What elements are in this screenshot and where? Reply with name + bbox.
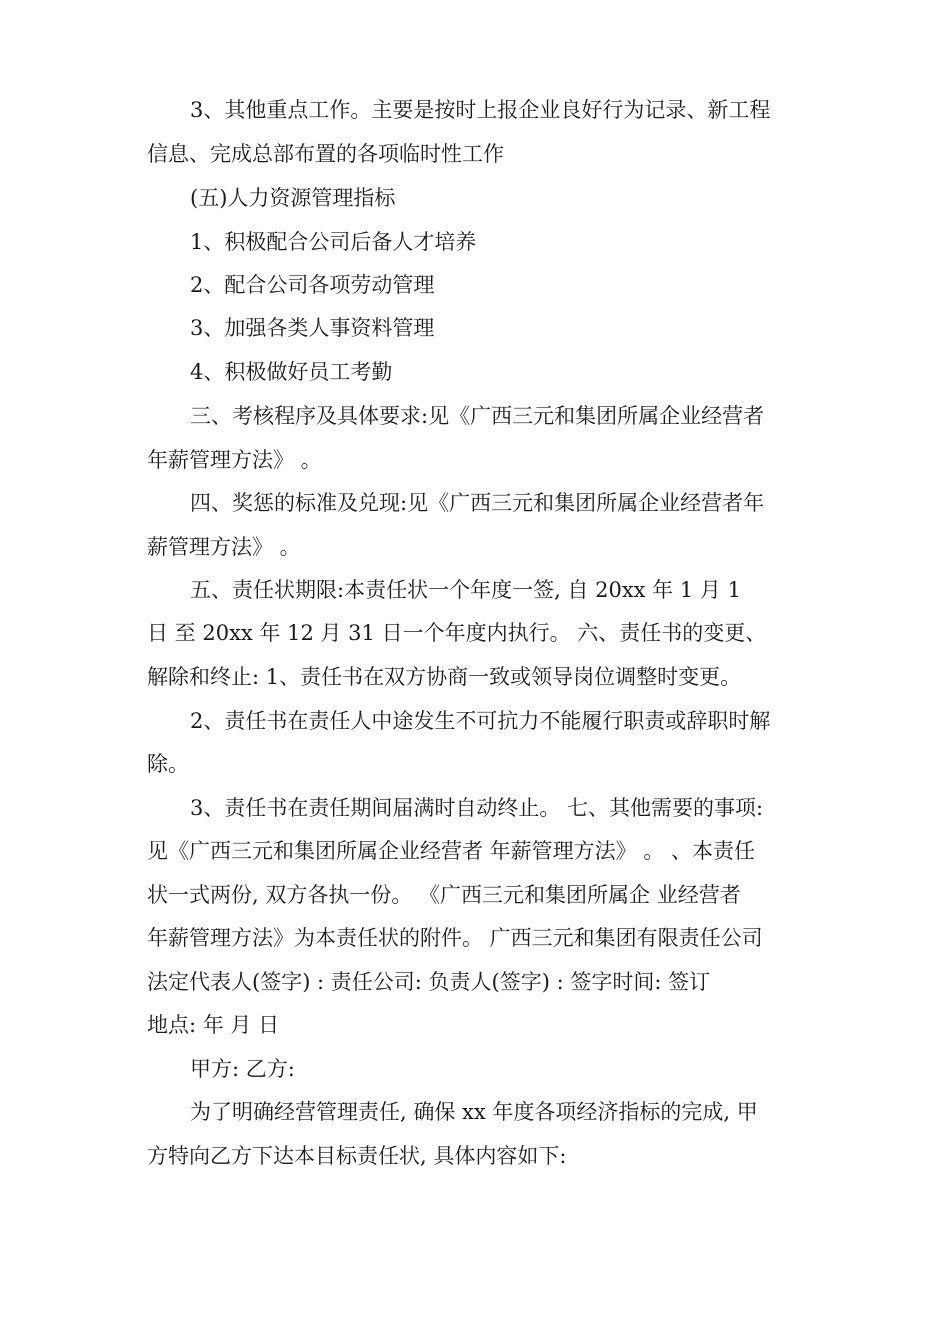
- paragraph-line: 3、责任书在责任期间届满时自动终止。 七、其他需要的事项:: [190, 796, 764, 820]
- paragraph-line: 为了明确经营管理责任, 确保 xx 年度各项经济指标的完成, 甲: [190, 1100, 758, 1124]
- paragraph-line: 日 至 20xx 年 12 月 31 日一个年度内执行。 六、责任书的变更、: [147, 621, 767, 645]
- paragraph-line: 状一式两份, 双方各执一份。 《广西三元和集团所属企 业经营者: [147, 883, 741, 907]
- paragraph-line: 信息、完成总部布置的各项临时性工作: [147, 142, 504, 166]
- paragraph-line: 2、责任书在责任人中途发生不可抗力不能履行职责或辞职时解: [190, 709, 771, 733]
- signature-date-line: 地点: 年 月 日: [147, 1013, 280, 1037]
- paragraph-line: 除。: [147, 752, 189, 776]
- paragraph-line: 3、其他重点工作。主要是按时上报企业良好行为记录、新工程: [190, 98, 771, 122]
- list-item: 3、加强各类人事资料管理: [190, 316, 435, 340]
- paragraph-line: 三、考核程序及具体要求:见《广西三元和集团所属企业经营者: [190, 404, 765, 428]
- paragraph-line: 薪管理方法》 。: [147, 535, 301, 559]
- list-item: 1、积极配合公司后备人才培养: [190, 230, 477, 254]
- parties-line: 甲方: 乙方:: [190, 1057, 295, 1081]
- list-item: 2、配合公司各项劳动管理: [190, 273, 435, 297]
- paragraph-line: 四、奖惩的标准及兑现:见《广西三元和集团所属企业经营者年: [190, 491, 765, 515]
- paragraph-line: 解除和终止: 1、责任书在双方协商一致或领导岗位调整时变更。: [147, 665, 742, 689]
- section-heading: (五)人力资源管理指标: [190, 186, 396, 210]
- signature-line: 法定代表人(签字) : 责任公司: 负责人(签字) : 签字时间: 签订: [147, 970, 711, 994]
- paragraph-line: 方特向乙方下达本目标责任状, 具体内容如下:: [147, 1144, 567, 1168]
- paragraph-line: 五、责任状期限:本责任状一个年度一签, 自 20xx 年 1 月 1: [190, 578, 741, 602]
- paragraph-line: 年薪管理方法》为本责任状的附件。 广西三元和集团有限责任公司: [147, 926, 763, 950]
- list-item: 4、积极做好员工考勤: [190, 360, 393, 384]
- paragraph-line: 年薪管理方法》 。: [147, 448, 322, 472]
- paragraph-line: 见《广西三元和集团所属企业经营者 年薪管理方法》 。 、本责任: [147, 839, 756, 863]
